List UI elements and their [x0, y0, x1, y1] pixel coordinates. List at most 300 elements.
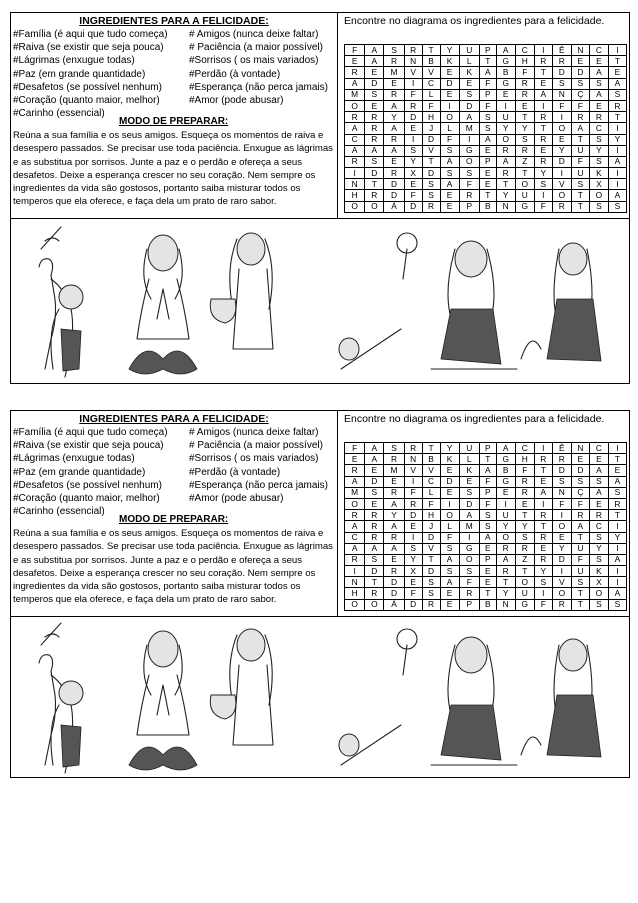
grid-cell[interactable]: I	[459, 532, 479, 543]
grid-cell[interactable]: A	[440, 179, 459, 190]
grid-cell[interactable]: O	[552, 190, 571, 201]
grid-cell[interactable]: L	[459, 56, 479, 67]
grid-cell[interactable]: R	[496, 168, 515, 179]
grid-cell[interactable]: I	[608, 123, 626, 134]
grid-cell[interactable]: R	[422, 599, 440, 610]
grid-cell[interactable]: A	[571, 521, 589, 532]
grid-cell[interactable]: R	[589, 112, 608, 123]
grid-cell[interactable]: D	[365, 566, 384, 577]
grid-cell[interactable]: V	[422, 67, 440, 78]
grid-cell[interactable]: A	[365, 443, 384, 454]
grid-cell[interactable]: E	[440, 89, 459, 100]
grid-cell[interactable]: L	[422, 89, 440, 100]
grid-cell[interactable]: P	[479, 554, 496, 565]
grid-cell[interactable]: D	[404, 599, 422, 610]
grid-cell[interactable]: C	[589, 521, 608, 532]
grid-cell[interactable]: O	[496, 134, 515, 145]
grid-cell[interactable]: C	[589, 443, 608, 454]
grid-cell[interactable]: R	[515, 543, 534, 554]
grid-cell[interactable]: S	[365, 554, 384, 565]
grid-cell[interactable]: U	[459, 443, 479, 454]
grid-cell[interactable]: O	[552, 123, 571, 134]
grid-cell[interactable]: T	[608, 454, 626, 465]
grid-cell[interactable]: O	[440, 510, 459, 521]
grid-cell[interactable]: A	[571, 123, 589, 134]
grid-cell[interactable]: H	[515, 454, 534, 465]
grid-cell[interactable]: E	[496, 487, 515, 498]
grid-cell[interactable]: A	[440, 577, 459, 588]
grid-cell[interactable]: C	[345, 134, 365, 145]
grid-cell[interactable]: S	[515, 134, 534, 145]
grid-cell[interactable]: P	[479, 443, 496, 454]
grid-cell[interactable]: R	[496, 543, 515, 554]
grid-cell[interactable]: R	[534, 554, 552, 565]
grid-cell[interactable]: S	[459, 168, 479, 179]
grid-cell[interactable]: L	[440, 521, 459, 532]
grid-cell[interactable]: N	[404, 56, 422, 67]
grid-cell[interactable]: C	[345, 532, 365, 543]
grid-cell[interactable]: F	[571, 554, 589, 565]
grid-cell[interactable]: A	[479, 465, 496, 476]
grid-cell[interactable]: F	[515, 465, 534, 476]
grid-cell[interactable]: T	[534, 521, 552, 532]
grid-cell[interactable]: F	[459, 179, 479, 190]
grid-cell[interactable]: I	[552, 510, 571, 521]
grid-cell[interactable]: R	[515, 487, 534, 498]
grid-cell[interactable]: Y	[404, 156, 422, 167]
grid-cell[interactable]: G	[496, 476, 515, 487]
grid-cell[interactable]: I	[440, 100, 459, 111]
grid-cell[interactable]: E	[571, 454, 589, 465]
grid-cell[interactable]: S	[479, 521, 496, 532]
grid-cell[interactable]: T	[422, 443, 440, 454]
grid-cell[interactable]: S	[440, 543, 459, 554]
grid-cell[interactable]: A	[365, 543, 384, 554]
grid-cell[interactable]: A	[345, 521, 365, 532]
grid-cell[interactable]: S	[440, 145, 459, 156]
grid-cell[interactable]: E	[440, 588, 459, 599]
grid-cell[interactable]: E	[440, 190, 459, 201]
grid-cell[interactable]: U	[515, 190, 534, 201]
grid-cell[interactable]: K	[459, 67, 479, 78]
grid-cell[interactable]: D	[552, 156, 571, 167]
grid-cell[interactable]: D	[404, 112, 422, 123]
grid-cell[interactable]: A	[345, 145, 365, 156]
grid-cell[interactable]: E	[534, 78, 552, 89]
grid-cell[interactable]: R	[384, 566, 404, 577]
grid-cell[interactable]: T	[608, 56, 626, 67]
grid-cell[interactable]: A	[345, 78, 365, 89]
grid-cell[interactable]: P	[479, 156, 496, 167]
grid-cell[interactable]: I	[496, 100, 515, 111]
grid-cell[interactable]: Y	[589, 543, 608, 554]
grid-cell[interactable]: S	[440, 566, 459, 577]
grid-cell[interactable]: S	[571, 577, 589, 588]
grid-cell[interactable]: T	[571, 134, 589, 145]
grid-cell[interactable]: R	[534, 532, 552, 543]
grid-cell[interactable]: U	[496, 112, 515, 123]
grid-cell[interactable]: F	[345, 45, 365, 56]
grid-cell[interactable]: C	[589, 123, 608, 134]
grid-cell[interactable]: O	[589, 190, 608, 201]
grid-cell[interactable]: B	[479, 599, 496, 610]
grid-cell[interactable]: S	[365, 89, 384, 100]
grid-cell[interactable]: E	[384, 476, 404, 487]
grid-cell[interactable]: I	[534, 100, 552, 111]
grid-cell[interactable]: E	[345, 454, 365, 465]
grid-cell[interactable]: U	[459, 45, 479, 56]
grid-cell[interactable]: R	[459, 190, 479, 201]
grid-cell[interactable]: Y	[552, 145, 571, 156]
grid-cell[interactable]: T	[422, 156, 440, 167]
grid-cell[interactable]: S	[479, 123, 496, 134]
grid-cell[interactable]: R	[365, 190, 384, 201]
grid-cell[interactable]: E	[345, 56, 365, 67]
grid-cell[interactable]: R	[515, 476, 534, 487]
grid-cell[interactable]: E	[479, 577, 496, 588]
grid-cell[interactable]: U	[571, 145, 589, 156]
grid-cell[interactable]: O	[515, 577, 534, 588]
grid-cell[interactable]: P	[459, 599, 479, 610]
grid-cell[interactable]: E	[440, 201, 459, 212]
grid-cell[interactable]: V	[552, 577, 571, 588]
grid-cell[interactable]: I	[608, 145, 626, 156]
grid-cell[interactable]: S	[422, 577, 440, 588]
grid-cell[interactable]: I	[459, 134, 479, 145]
grid-cell[interactable]: T	[479, 190, 496, 201]
grid-cell[interactable]: G	[496, 78, 515, 89]
grid-cell[interactable]: G	[515, 599, 534, 610]
grid-cell[interactable]: X	[589, 577, 608, 588]
grid-cell[interactable]: G	[459, 145, 479, 156]
grid-cell[interactable]: R	[345, 510, 365, 521]
grid-cell[interactable]: S	[552, 476, 571, 487]
grid-cell[interactable]: S	[459, 487, 479, 498]
grid-cell[interactable]: A	[365, 45, 384, 56]
grid-cell[interactable]: T	[571, 532, 589, 543]
grid-cell[interactable]: O	[515, 179, 534, 190]
grid-cell[interactable]: F	[422, 498, 440, 509]
grid-cell[interactable]: R	[345, 156, 365, 167]
grid-cell[interactable]: E	[479, 179, 496, 190]
grid-cell[interactable]: T	[515, 510, 534, 521]
grid-cell[interactable]: T	[534, 465, 552, 476]
grid-cell[interactable]: Ç	[571, 89, 589, 100]
grid-cell[interactable]: O	[365, 599, 384, 610]
grid-cell[interactable]: T	[496, 179, 515, 190]
grid-cell[interactable]: Y	[515, 123, 534, 134]
grid-cell[interactable]: V	[404, 67, 422, 78]
grid-cell[interactable]: D	[384, 190, 404, 201]
grid-cell[interactable]: I	[345, 566, 365, 577]
grid-cell[interactable]: F	[534, 599, 552, 610]
grid-cell[interactable]: I	[608, 179, 626, 190]
grid-cell[interactable]: M	[459, 521, 479, 532]
grid-cell[interactable]: S	[459, 566, 479, 577]
grid-cell[interactable]: D	[422, 168, 440, 179]
grid-cell[interactable]: D	[404, 201, 422, 212]
grid-cell[interactable]: R	[345, 465, 365, 476]
grid-cell[interactable]: S	[571, 476, 589, 487]
grid-cell[interactable]: I	[608, 45, 626, 56]
grid-cell[interactable]: E	[440, 599, 459, 610]
grid-cell[interactable]: J	[422, 521, 440, 532]
grid-cell[interactable]: E	[496, 89, 515, 100]
grid-cell[interactable]: F	[479, 78, 496, 89]
grid-cell[interactable]: N	[571, 45, 589, 56]
grid-cell[interactable]: Z	[515, 554, 534, 565]
grid-cell[interactable]: S	[404, 145, 422, 156]
grid-cell[interactable]: T	[515, 112, 534, 123]
grid-cell[interactable]: P	[479, 487, 496, 498]
grid-cell[interactable]: H	[345, 588, 365, 599]
grid-cell[interactable]: D	[422, 566, 440, 577]
grid-cell[interactable]: D	[552, 465, 571, 476]
grid-cell[interactable]: E	[365, 498, 384, 509]
grid-cell[interactable]: A	[496, 443, 515, 454]
grid-cell[interactable]: F	[404, 588, 422, 599]
grid-cell[interactable]: R	[496, 145, 515, 156]
grid-cell[interactable]: E	[440, 67, 459, 78]
grid-cell[interactable]: N	[404, 454, 422, 465]
grid-cell[interactable]: A	[459, 112, 479, 123]
grid-cell[interactable]: T	[479, 454, 496, 465]
grid-cell[interactable]: T	[571, 190, 589, 201]
grid-cell[interactable]: R	[365, 510, 384, 521]
grid-cell[interactable]: F	[459, 577, 479, 588]
grid-cell[interactable]: T	[571, 599, 589, 610]
grid-cell[interactable]: M	[459, 123, 479, 134]
grid-cell[interactable]: N	[552, 89, 571, 100]
grid-cell[interactable]: O	[365, 201, 384, 212]
grid-cell[interactable]: I	[345, 168, 365, 179]
grid-cell[interactable]: E	[571, 56, 589, 67]
grid-cell[interactable]: Y	[515, 521, 534, 532]
grid-cell[interactable]: T	[479, 56, 496, 67]
grid-cell[interactable]: E	[440, 487, 459, 498]
grid-cell[interactable]: N	[496, 201, 515, 212]
grid-cell[interactable]: T	[534, 123, 552, 134]
grid-cell[interactable]: R	[534, 56, 552, 67]
grid-cell[interactable]: X	[589, 179, 608, 190]
grid-cell[interactable]: G	[496, 56, 515, 67]
grid-cell[interactable]: R	[404, 443, 422, 454]
grid-cell[interactable]: E	[404, 179, 422, 190]
grid-cell[interactable]: R	[384, 487, 404, 498]
grid-cell[interactable]: I	[534, 498, 552, 509]
grid-cell[interactable]: R	[384, 89, 404, 100]
grid-cell[interactable]: K	[440, 454, 459, 465]
grid-cell[interactable]: R	[571, 510, 589, 521]
grid-cell[interactable]: T	[422, 554, 440, 565]
grid-cell[interactable]: A	[496, 554, 515, 565]
grid-cell[interactable]: F	[440, 532, 459, 543]
grid-cell[interactable]: S	[608, 201, 626, 212]
grid-cell[interactable]: R	[384, 454, 404, 465]
grid-cell[interactable]: C	[515, 45, 534, 56]
grid-cell[interactable]: P	[479, 45, 496, 56]
grid-cell[interactable]: K	[589, 168, 608, 179]
grid-cell[interactable]: U	[571, 566, 589, 577]
grid-cell[interactable]: S	[589, 554, 608, 565]
grid-cell[interactable]: D	[365, 476, 384, 487]
grid-cell[interactable]: R	[608, 100, 626, 111]
grid-cell[interactable]: I	[608, 566, 626, 577]
grid-cell[interactable]: R	[534, 510, 552, 521]
grid-cell[interactable]: Z	[515, 156, 534, 167]
grid-cell[interactable]: R	[589, 510, 608, 521]
grid-cell[interactable]: O	[440, 112, 459, 123]
grid-cell[interactable]: V	[422, 145, 440, 156]
grid-cell[interactable]: E	[384, 78, 404, 89]
grid-cell[interactable]: N	[496, 599, 515, 610]
grid-cell[interactable]: Y	[496, 521, 515, 532]
grid-cell[interactable]: K	[440, 56, 459, 67]
grid-cell[interactable]: F	[571, 100, 589, 111]
grid-cell[interactable]: T	[515, 168, 534, 179]
grid-cell[interactable]: D	[459, 100, 479, 111]
grid-cell[interactable]: Y	[496, 588, 515, 599]
grid-cell[interactable]: R	[384, 532, 404, 543]
grid-cell[interactable]: E	[589, 454, 608, 465]
grid-cell[interactable]: L	[440, 123, 459, 134]
grid-cell[interactable]: R	[345, 112, 365, 123]
grid-cell[interactable]: S	[515, 532, 534, 543]
grid-cell[interactable]: E	[404, 577, 422, 588]
grid-cell[interactable]: S	[365, 156, 384, 167]
grid-cell[interactable]: A	[345, 543, 365, 554]
grid-cell[interactable]: Y	[589, 145, 608, 156]
grid-cell[interactable]: A	[589, 465, 608, 476]
grid-cell[interactable]: A	[608, 588, 626, 599]
grid-cell[interactable]: Y	[384, 112, 404, 123]
grid-cell[interactable]: E	[589, 498, 608, 509]
grid-cell[interactable]: G	[459, 543, 479, 554]
grid-cell[interactable]: A	[479, 67, 496, 78]
grid-cell[interactable]: M	[345, 89, 365, 100]
grid-cell[interactable]: I	[534, 588, 552, 599]
grid-cell[interactable]: T	[365, 179, 384, 190]
grid-cell[interactable]: T	[479, 588, 496, 599]
grid-cell[interactable]: R	[384, 56, 404, 67]
grid-cell[interactable]: A	[479, 532, 496, 543]
grid-cell[interactable]: E	[384, 156, 404, 167]
grid-cell[interactable]: R	[365, 532, 384, 543]
grid-cell[interactable]: B	[496, 67, 515, 78]
grid-cell[interactable]: D	[552, 67, 571, 78]
grid-cell[interactable]: F	[571, 156, 589, 167]
grid-cell[interactable]: D	[422, 134, 440, 145]
grid-cell[interactable]: C	[422, 78, 440, 89]
grid-cell[interactable]: D	[571, 67, 589, 78]
grid-cell[interactable]: S	[422, 588, 440, 599]
grid-cell[interactable]: S	[608, 599, 626, 610]
grid-cell[interactable]: V	[422, 465, 440, 476]
grid-cell[interactable]: Á	[384, 599, 404, 610]
grid-cell[interactable]: R	[345, 67, 365, 78]
grid-cell[interactable]: S	[479, 510, 496, 521]
grid-cell[interactable]: E	[404, 521, 422, 532]
grid-cell[interactable]: D	[422, 532, 440, 543]
grid-cell[interactable]: R	[404, 45, 422, 56]
grid-cell[interactable]: A	[534, 487, 552, 498]
grid-cell[interactable]: I	[404, 476, 422, 487]
grid-cell[interactable]: M	[345, 487, 365, 498]
grid-cell[interactable]: S	[534, 179, 552, 190]
grid-cell[interactable]: F	[404, 89, 422, 100]
grid-cell[interactable]: Y	[608, 532, 626, 543]
grid-cell[interactable]: A	[365, 145, 384, 156]
grid-cell[interactable]: G	[496, 454, 515, 465]
grid-cell[interactable]: A	[384, 145, 404, 156]
grid-cell[interactable]: R	[552, 454, 571, 465]
grid-cell[interactable]: O	[552, 521, 571, 532]
grid-cell[interactable]: F	[422, 100, 440, 111]
grid-cell[interactable]: S	[589, 599, 608, 610]
grid-cell[interactable]: A	[384, 123, 404, 134]
grid-cell[interactable]: V	[552, 179, 571, 190]
grid-cell[interactable]: E	[479, 543, 496, 554]
grid-cell[interactable]: D	[440, 476, 459, 487]
grid-cell[interactable]: D	[384, 577, 404, 588]
grid-cell[interactable]: S	[384, 45, 404, 56]
grid-cell[interactable]: E	[515, 498, 534, 509]
grid-cell[interactable]: A	[608, 156, 626, 167]
grid-cell[interactable]: X	[404, 566, 422, 577]
grid-cell[interactable]: A	[589, 89, 608, 100]
grid-cell[interactable]: F	[552, 100, 571, 111]
grid-cell[interactable]: F	[404, 487, 422, 498]
grid-cell[interactable]: E	[608, 67, 626, 78]
grid-cell[interactable]: O	[589, 588, 608, 599]
grid-cell[interactable]: I	[404, 134, 422, 145]
grid-cell[interactable]: S	[589, 78, 608, 89]
grid-cell[interactable]: R	[365, 134, 384, 145]
grid-cell[interactable]: N	[552, 487, 571, 498]
grid-cell[interactable]: R	[552, 599, 571, 610]
grid-cell[interactable]: E	[515, 100, 534, 111]
grid-cell[interactable]: A	[589, 67, 608, 78]
grid-cell[interactable]: S	[440, 168, 459, 179]
grid-cell[interactable]: A	[365, 454, 384, 465]
grid-cell[interactable]: E	[459, 78, 479, 89]
grid-cell[interactable]: V	[422, 543, 440, 554]
grid-cell[interactable]: E	[534, 476, 552, 487]
grid-cell[interactable]: L	[459, 454, 479, 465]
grid-cell[interactable]: I	[404, 532, 422, 543]
grid-cell[interactable]: S	[479, 112, 496, 123]
grid-cell[interactable]: O	[345, 201, 365, 212]
grid-cell[interactable]: B	[422, 56, 440, 67]
grid-cell[interactable]: E	[365, 67, 384, 78]
grid-cell[interactable]: F	[404, 190, 422, 201]
grid-cell[interactable]: H	[345, 190, 365, 201]
grid-cell[interactable]: T	[608, 112, 626, 123]
grid-cell[interactable]: O	[345, 498, 365, 509]
grid-cell[interactable]: P	[459, 201, 479, 212]
grid-cell[interactable]: Y	[440, 45, 459, 56]
grid-cell[interactable]: S	[589, 476, 608, 487]
grid-cell[interactable]: I	[534, 443, 552, 454]
grid-cell[interactable]: O	[459, 156, 479, 167]
grid-cell[interactable]: E	[404, 123, 422, 134]
grid-cell[interactable]: C	[589, 45, 608, 56]
grid-cell[interactable]: Y	[496, 190, 515, 201]
grid-cell[interactable]: S	[589, 532, 608, 543]
grid-cell[interactable]: Ê	[552, 45, 571, 56]
grid-cell[interactable]: D	[365, 78, 384, 89]
grid-cell[interactable]: Y	[608, 134, 626, 145]
